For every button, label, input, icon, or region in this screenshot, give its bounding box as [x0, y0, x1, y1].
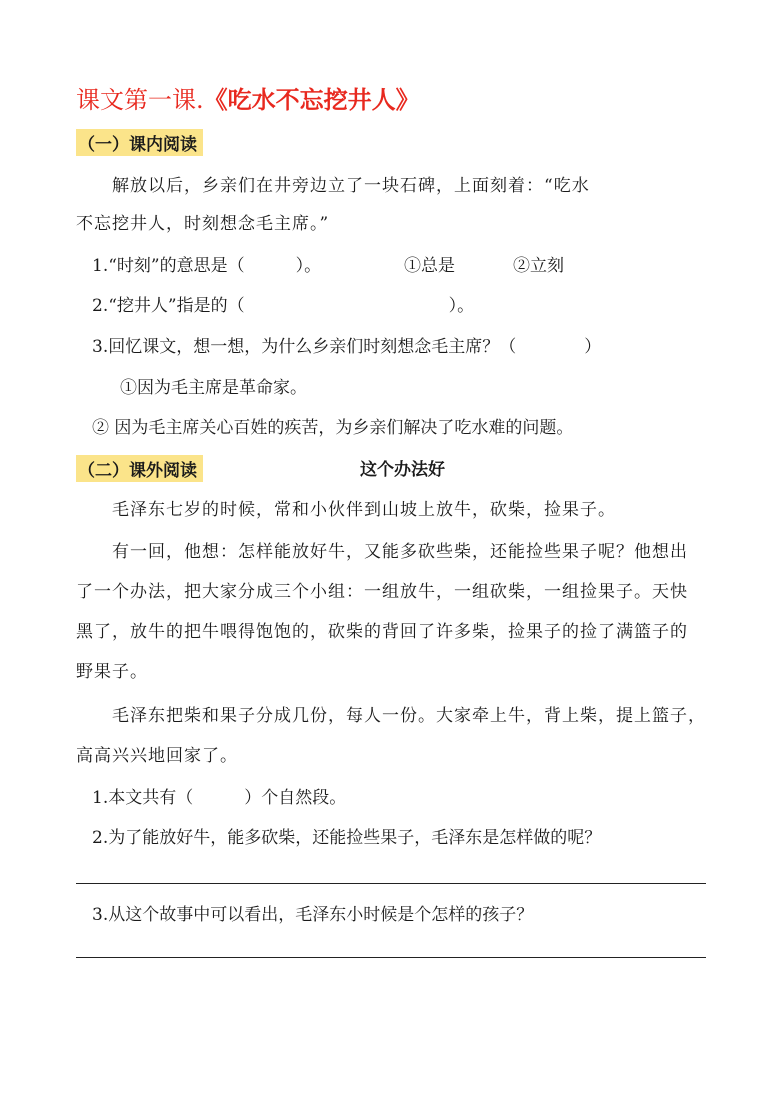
passage2-line-2: 有一回，他想：怎样能放好牛，又能多砍些柴，还能捡些果子呢？他想出: [112, 542, 688, 562]
passage1-line-2: 不忘挖井人，时刻想念毛主席。”: [76, 214, 330, 234]
passage2-line-6: 毛泽东把柴和果子分成几份，每人一份。大家牵上牛，背上柴，提上篮子，: [112, 706, 706, 726]
question-1-text: 1.“时刻”的意思是（ ）。: [92, 256, 322, 276]
passage2-line-3: 了一个办法，把大家分成三个小组：一组放牛，一组砍柴，一组捡果子。天快: [76, 582, 688, 602]
section-label-extra: （二）课外阅读: [76, 455, 203, 482]
title-prefix: 课文第一课.: [76, 86, 204, 114]
passage2-line-1: 毛泽东七岁的时候，常和小伙伴到山坡上放牛，砍柴，捡果子。: [112, 500, 616, 520]
passage1-line-1: 解放以后，乡亲们在井旁边立了一块石碑，上面刻着：“吃水: [112, 176, 590, 196]
page-title: [76, 80, 420, 115]
question-1-option-1: ①总是: [404, 256, 455, 276]
question-2-text: 2.“挖井人”指是的（ ）。: [92, 296, 475, 316]
answer-line-1[interactable]: [76, 883, 706, 884]
passage2-line-5: 野果子。: [76, 662, 148, 682]
section-label-in-class: （一）课内阅读: [76, 129, 203, 156]
question-3-option-2: ② 因为毛主席关心百姓的疾苦，为乡亲们解决了吃水难的问题。: [92, 418, 574, 438]
answer-line-2[interactable]: [76, 957, 706, 958]
question-5-text: 2.为了能放好牛，能多砍柴，还能捡些果子，毛泽东是怎样做的呢？: [92, 828, 602, 848]
passage2-line-4: 黑了，放牛的把牛喂得饱饱的，砍柴的背回了许多柴，捡果子的捡了满篮子的: [76, 622, 688, 642]
question-4-text: 1.本文共有（ ）个自然段。: [92, 788, 347, 808]
story-title: 这个办法好: [360, 460, 445, 480]
title-main: 《吃水不忘挖井人》: [203, 86, 420, 114]
question-1-option-2: ②立刻: [513, 256, 564, 276]
question-6-text: 3.从这个故事中可以看出，毛泽东小时候是个怎样的孩子？: [92, 905, 534, 925]
question-3-text: 3.回忆课文，想一想，为什么乡亲们时刻想念毛主席？（ ）: [92, 337, 602, 357]
question-3-option-1: ①因为毛主席是革命家。: [120, 378, 307, 398]
passage2-line-7: 高高兴兴地回家了。: [76, 746, 238, 766]
